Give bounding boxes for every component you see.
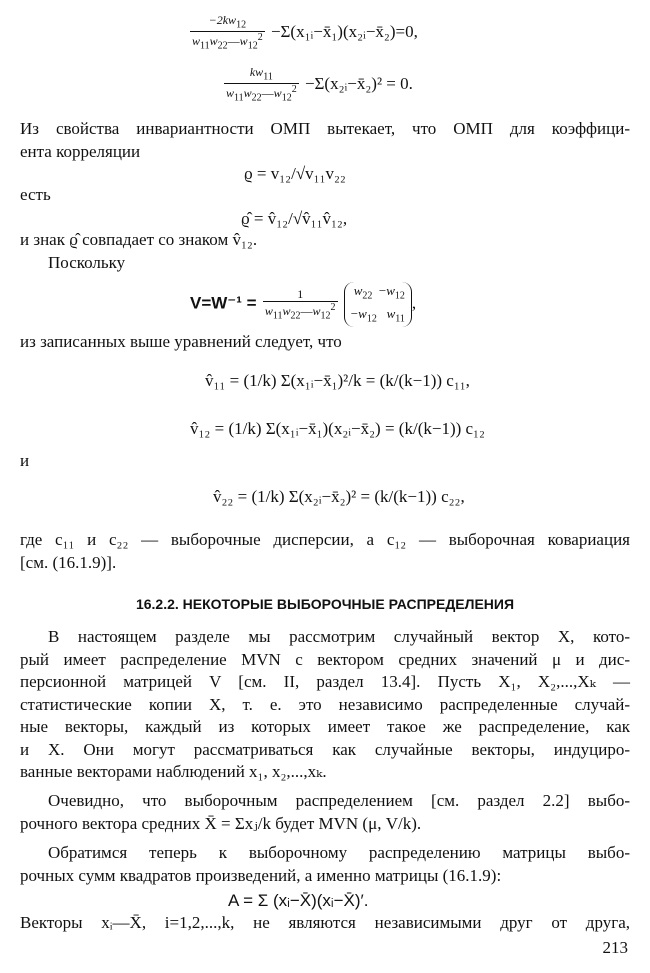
text-line: рочных сумм квадратов произведений, а именно матрицы (16.1.9): xyxy=(20,865,502,885)
equation-a-matrix: A = Σ (xᵢ−X̄)(xᵢ−X̄)′. xyxy=(228,891,369,910)
equation-v-w-lhs: V=W⁻¹ = xyxy=(190,293,257,313)
text-line: В настоящем разделе мы рассмотрим случайный вектор X, кото- xyxy=(48,627,630,646)
equation-1-text: −Σ(x₁ᵢ−x̄₁)(x₂ᵢ−x̄₂)=0, xyxy=(270,21,418,41)
page-number: 213 xyxy=(602,938,628,957)
equation-v12: v̂₁₂ = (1/k) Σ(x₁ᵢ−x̄₁)(x₂ᵢ−x̄₂) = (k/(k−1)) c₁₂ xyxy=(190,419,485,438)
section-heading: 16.2.2. НЕКОТОРЫЕ ВЫБОРОЧНЫЕ РАСПРЕДЕЛЕНИЯ xyxy=(135,596,515,612)
text-line: [см. (16.1.9)]. xyxy=(20,552,117,572)
text-line: рочного вектора средних X̄ = Σxⱼ/k будет MVN (μ, V/k). xyxy=(20,813,422,833)
paragraph-invariance xyxy=(20,118,630,163)
text-line: есть xyxy=(20,185,51,204)
text-follows xyxy=(20,331,630,354)
text-line: Очевидно, что выборочным распределением [см. раздел 2.2] выбо- xyxy=(48,791,630,810)
text-line: и xyxy=(20,451,30,470)
equation-2: $\frac{kw_{11}}{w_{11}w_{22}—w_{12}^2}$ −Σ(x₂ᵢ−x̄₂)² = 0. xyxy=(226,65,413,104)
equation-1: $\frac{-2kw_{12}}{w_{11}w_{22}—w_{12}^2}$ −Σ(x₁ᵢ−x̄₁)(x₂ᵢ−x̄₂)=0, xyxy=(192,13,418,52)
text-line: и знак ϱ̂ совпадает со знаком v̂₁₂. xyxy=(20,230,258,249)
text-line: ента корреляции xyxy=(20,141,141,161)
equation-v22: v̂₂₂ = (1/k) Σ(x₂ᵢ−x̄₂)² = (k/(k−1)) c₂₂, xyxy=(213,487,465,506)
paragraph-vectors xyxy=(20,912,630,935)
text-line: статистические копии X, т. е. это независимо распределенные случай- xyxy=(20,694,630,714)
paragraph-where xyxy=(20,529,630,574)
text-line: рый имеет распределение MVN с вектором средних значений μ и дис- xyxy=(20,649,630,669)
equation-rho-hat: ϱ̂ = v̂₁₂/√v̂₁₁v̂₁₂, xyxy=(241,209,348,228)
text-line: Обратимся теперь к выборочному распределению матрицы выбо- xyxy=(48,843,630,862)
text-line: ванные векторами наблюдений x₁, x₂,...,xₖ. xyxy=(20,762,327,781)
text-line: Векторы xᵢ—X̄, i=1,2,...,k, не являются независимыми друг от друга, xyxy=(20,913,630,932)
paragraph-section-intro xyxy=(20,626,630,784)
text-line: где c₁₁ и c₂₂ — выборочные дисперсии, а c₁₂ — выборочная ковариация xyxy=(20,530,630,549)
equation-v11: v̂₁₁ = (1/k) Σ(x₁ᵢ−x̄₁)²/k = (k/(k−1)) c₁₁, xyxy=(205,371,470,390)
equation-rho: ϱ = v₁₂/√v₁₁v₂₂ xyxy=(244,164,346,183)
text-line: и X. Они могут рассматриваться как случайные векторы, индуциро- xyxy=(20,739,630,759)
paragraph-sample-mean xyxy=(20,790,630,835)
text-line: из записанных выше уравнений следует, что xyxy=(20,332,342,351)
text-line: персионной матрицей V [см. II, раздел 13.4]. Пусть X₁, X₂,...,Xₖ — xyxy=(20,672,630,691)
matrix-w: $w_{22} -w_{12}$ $-w_{12}$ $w_{11}$ xyxy=(344,282,412,327)
text-line: Поскольку xyxy=(48,252,126,272)
text-and xyxy=(20,450,630,473)
equation-2-text: −Σ(x₂ᵢ−x̄₂)² = 0. xyxy=(304,73,413,93)
paragraph-matrix-distribution xyxy=(20,842,630,887)
text-est xyxy=(20,184,630,207)
equation-v-w: V=W⁻¹ = $\frac{1}{w_{11}w_{22}—w_{12}^2}$ $w_{22} -w_{12}$ $-w_{12}$ $w_{11}$, xyxy=(190,282,416,327)
text-line: Из свойства инвариантности ОМП вытекает, что ОМП для коэффици- xyxy=(20,119,630,138)
paragraph-sign xyxy=(20,229,630,274)
text-line: ные векторы, каждый из которых имеет такое же распределение, как xyxy=(20,717,630,736)
